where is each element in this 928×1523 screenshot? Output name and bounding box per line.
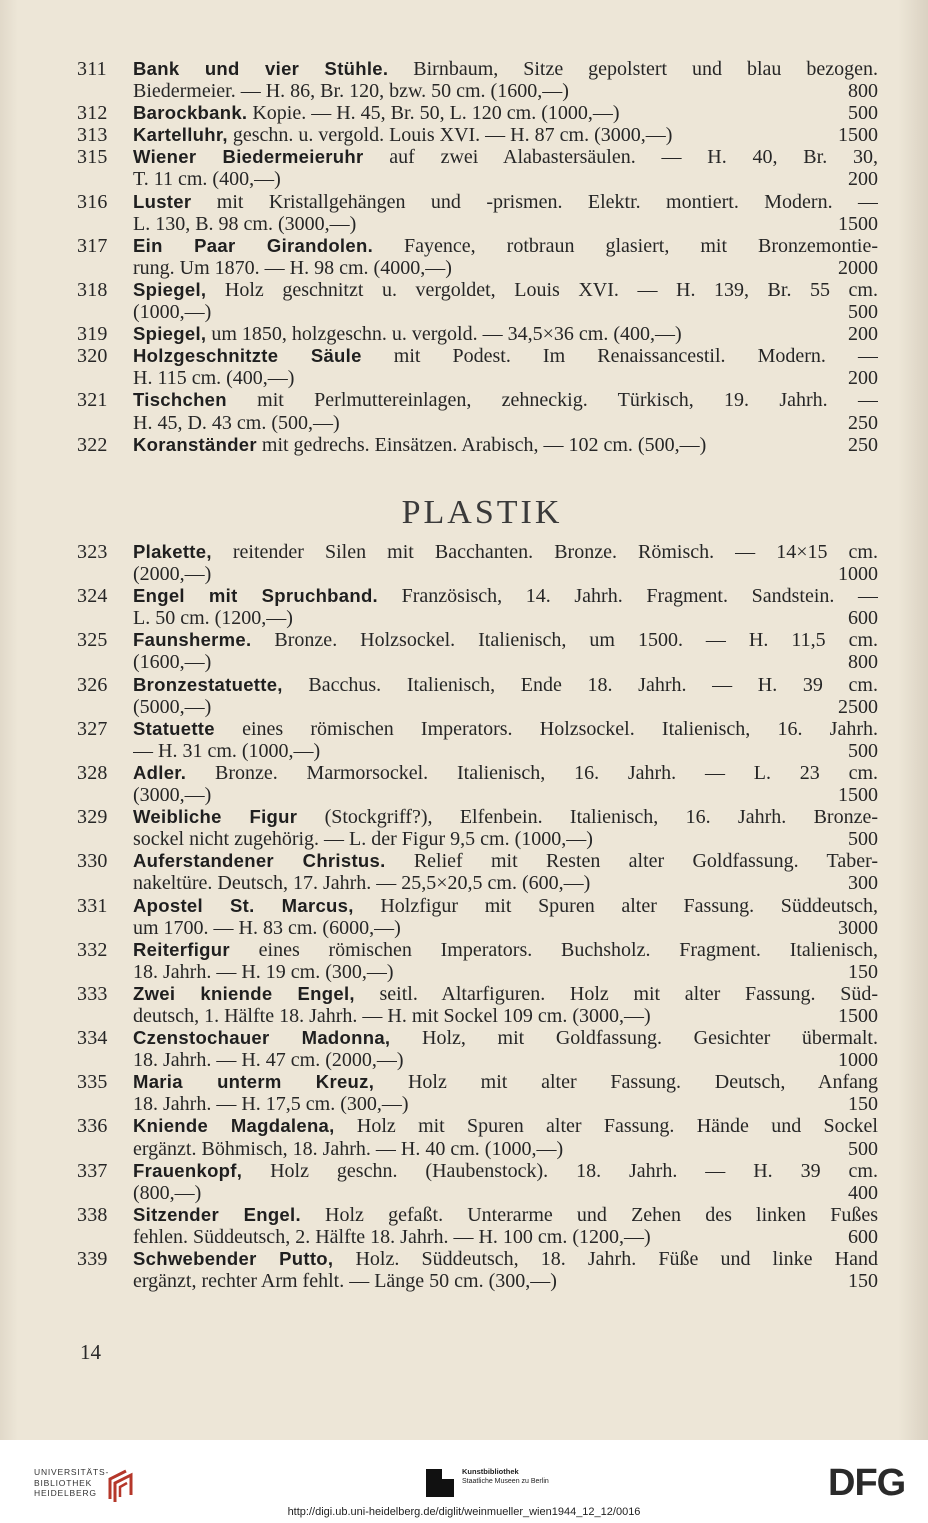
lot-number: 335 [77,1071,108,1094]
lot-number: 320 [77,345,108,368]
kunstbibliothek-title: Kunstbibliothek [462,1467,519,1476]
page-number: 14 [80,1340,101,1364]
sculpture-entries-list [0,541,928,1292]
item-description-text: rung. Um 1870. — H. 98 cm. (4000,—) [133,256,452,279]
item-description-text: deutsch, 1. Hälfte 18. Jahrh. — H. mit Sockel 109 cm. (3000,—) [133,1004,651,1027]
catalogue-entry-318 [0,279,928,323]
entry-description [133,213,788,235]
catalogue-entry-323 [0,541,928,585]
entry-description [133,323,788,345]
catalogue-entry-320 [0,345,928,389]
entry-line [0,1248,928,1270]
item-description-text: Holz mit alter Fassung. Deutsch, Anfang [374,1071,878,1094]
entry-line [0,983,928,1005]
item-description-text: Holz gefaßt. Unterarme und Zehen des linken Fußes [300,1203,878,1226]
kunstbibliothek-logo[interactable] [424,1467,549,1504]
entry-line [0,146,928,168]
lot-number: 328 [77,761,108,784]
item-description-text: Biedermeier. — H. 86, Br. 120, bzw. 50 cm. (1600,—) [133,80,569,103]
entry-line [0,1270,928,1292]
item-description-text: mit Perlmuttereinlagen, zehneckig. Türkisch, 19. Jahrh. — [226,389,878,412]
lot-number: 329 [77,806,108,829]
entry-description [133,541,878,563]
item-description-text: eines römischen Imperators. Holzsockel. Italienisch, 16. Jahrh. [214,717,878,740]
lot-number: 323 [77,541,108,563]
lot-number: 336 [77,1115,108,1138]
entry-line [0,541,928,563]
furniture-entries-list [0,58,928,456]
item-description-text: Holz geschnitzt u. vergoldet, Louis XVI. — H. 139, Br. 55 cm. [206,278,878,301]
digitization-footer [0,1440,928,1523]
lot-number: 322 [77,433,108,456]
estimate-price: 150 [848,1270,878,1293]
item-title: Luster [133,190,192,212]
item-description-text: (5000,—) [133,695,212,718]
catalogue-entry-319 [0,323,928,345]
entry-description [133,102,788,124]
entry-description [133,1270,788,1292]
catalogue-entry-312 [0,102,928,124]
lot-number: 339 [77,1248,108,1270]
item-title: Engel mit Spruchband. [133,585,378,607]
item-description-text: (1000,—) [133,301,212,324]
entry-description [133,1115,878,1137]
kunstbibliothek-mark-icon [424,1467,456,1499]
entry-line [0,279,928,301]
entry-description [133,191,878,213]
estimate-price: 150 [848,1093,878,1116]
catalogue-entry-337 [0,1160,928,1204]
kunstbibliothek-subtitle: Staatliche Museen zu Berlin [462,1478,549,1485]
item-description-text: Holz, mit Goldfassung. Gesichter übermalt. [390,1027,878,1050]
catalogue-entry-311 [0,58,928,102]
estimate-price: 500 [848,739,878,762]
item-title: Schwebender Putto, [133,1248,334,1269]
entry-line [0,872,928,894]
item-description-text: Holz geschn. (Haubenstock). 18. Jahrh. — H. 39 cm. [242,1159,878,1182]
item-description-text: ergänzt, rechter Arm fehlt. — Länge 50 cm. (300,—) [133,1270,557,1293]
estimate-price: 500 [848,828,878,851]
entry-description [133,434,788,456]
entry-description [133,961,788,983]
item-description-text: Holz. Süddeutsch, 18. Jahrh. Füße und linke Hand [333,1248,878,1270]
estimate-price: 500 [848,102,878,125]
item-title: Ein Paar Girandolen. [133,234,374,256]
item-description-text: Holz mit Spuren alter Fassung. Hände und Sockel [334,1115,878,1138]
lot-number: 317 [77,234,108,257]
entry-line [0,762,928,784]
entry-line [0,696,928,718]
entry-line [0,674,928,696]
entry-line [0,213,928,235]
entry-line [0,323,928,345]
entry-description [133,1160,878,1182]
entry-description [133,762,878,784]
item-description-text: Holzfigur mit Spuren alter Fassung. Süddeutsch, [353,894,878,917]
lot-number: 334 [77,1027,108,1050]
item-description-text: nakeltüre. Deutsch, 17. Jahrh. — 25,5×20,5 cm. (600,—) [133,872,591,895]
item-title: Auferstandener Christus. [133,850,386,872]
catalogue-entry-317 [0,235,928,279]
catalogue-entry-339 [0,1248,928,1292]
entry-description [133,412,788,434]
estimate-price: 600 [848,607,878,630]
entry-line [0,434,928,456]
estimate-price: 300 [848,872,878,895]
estimate-price: 250 [848,433,878,456]
lot-number: 338 [77,1203,108,1226]
item-title: Faunsherme. [133,629,252,651]
entry-line [0,412,928,434]
catalogue-entry-334 [0,1027,928,1071]
item-title: Kniende Magdalena, [133,1115,335,1137]
item-description-text: um 1700. — H. 83 cm. (6000,—) [133,916,401,939]
catalogue-entry-333 [0,983,928,1027]
entry-description [133,345,878,367]
item-description-text: (3000,—) [133,784,212,807]
lot-number: 316 [77,190,108,213]
item-description-text: geschn. u. vergold. Louis XVI. — H. 87 cm. (3000,—) [227,124,673,147]
item-description-text: Bronze. Marmorsockel. Italienisch, 16. Jahrh. — L. 23 cm. [186,761,878,784]
entry-description [133,279,878,301]
estimate-price: 1500 [838,124,878,147]
entry-line [0,389,928,411]
entry-description [133,939,878,961]
item-title: Bank und vier Stühle. [133,58,389,79]
entry-description [133,585,878,607]
estimate-price: 2500 [838,695,878,718]
item-description-text: Bacchus. Italienisch, Ende 18. Jahrh. — H. 39 cm. [282,673,878,696]
item-description-text: H. 45, D. 43 cm. (500,—) [133,411,340,434]
item-title: Koranständer [133,433,257,455]
catalogue-entry-324 [0,585,928,629]
source-url-link[interactable]: http://digi.ub.uni-heidelberg.de/diglit/weinmueller_wien1944_12_12/0016 [287,1506,641,1518]
entry-line [0,1049,928,1071]
lot-number: 325 [77,629,108,652]
estimate-price: 150 [848,960,878,983]
item-title: Apostel St. Marcus, [133,894,354,916]
estimate-price: 1000 [838,563,878,586]
item-title: Frauenkopf, [133,1159,243,1181]
catalogue-entry-326 [0,674,928,718]
item-description-text: mit gedrechs. Einsätzen. Arabisch, — 102 cm. (500,—) [256,433,707,456]
entry-description [133,828,788,850]
lot-number: 330 [77,850,108,873]
entry-description [133,806,878,828]
item-title: Plakette, [133,541,212,562]
catalogue-entry-329 [0,806,928,850]
item-description-text: um 1850, holzgeschn. u. vergold. — 34,5×36 cm. (400,—) [206,323,682,346]
estimate-price: 200 [848,323,878,346]
item-description-text: L. 50 cm. (1200,—) [133,607,293,630]
entry-description [133,674,878,696]
entry-description [133,872,788,894]
lot-number: 312 [77,102,108,125]
catalogue-entry-327 [0,718,928,762]
item-title: Czenstochauer Madonna, [133,1027,391,1049]
estimate-price: 800 [848,651,878,674]
entry-description [133,850,878,872]
entry-line [0,1071,928,1093]
entry-line [0,1093,928,1115]
item-title: Spiegel, [133,278,207,300]
item-description-text: L. 130, B. 98 cm. (3000,—) [133,212,357,235]
entry-line [0,345,928,367]
entry-description [133,696,788,718]
entry-description [133,1093,788,1115]
entry-line [0,718,928,740]
entry-description [133,257,788,279]
item-title: Reiterfigur [133,938,230,960]
item-description-text: 18. Jahrh. — H. 17,5 cm. (300,—) [133,1093,409,1116]
item-description-text: (800,—) [133,1181,202,1204]
item-title: Wiener Biedermeieruhr [133,146,364,168]
catalogue-entry-331 [0,895,928,939]
catalogue-entry-332 [0,939,928,983]
catalogue-entry-336 [0,1115,928,1159]
entry-line [0,58,928,80]
estimate-price: 1500 [838,1004,878,1027]
item-description-text: Kopie. — H. 45, Br. 50, L. 120 cm. (1000,—) [247,102,620,125]
entry-description [133,301,788,323]
entry-description [133,146,878,168]
item-title: Zwei kniende Engel, [133,982,355,1004]
entry-description [133,1049,788,1071]
item-description-text: Relief mit Resten alter Goldfassung. Taber- [385,850,878,873]
entry-line [0,1160,928,1182]
item-description-text: T. 11 cm. (400,—) [133,168,281,191]
entry-description [133,651,788,673]
item-title: Maria unterm Kreuz, [133,1071,375,1093]
entry-description [133,1138,788,1160]
entry-line [0,585,928,607]
lot-number: 332 [77,938,108,961]
item-title: Holzgeschnitzte Säule [133,345,362,367]
lot-number: 337 [77,1159,108,1182]
lot-number: 319 [77,323,108,346]
entry-line [0,102,928,124]
university-library-logo-text: UNIVERSITÄTS- BIBLIOTHEK HEIDELBERG [34,1467,110,1498]
entry-description [133,1182,788,1204]
entry-line [0,563,928,585]
item-description-text: Birnbaum, Sitze gepolstert und blau bezogen. [388,58,878,80]
item-description-text: (1600,—) [133,651,212,674]
entry-line [0,895,928,917]
catalogue-entry-315 [0,146,928,190]
item-title: Sitzender Engel. [133,1203,301,1225]
entry-line [0,629,928,651]
estimate-price: 1500 [838,784,878,807]
entry-line [0,740,928,762]
entry-description [133,58,878,80]
entry-description [133,235,878,257]
item-description-text: reitender Silen mit Bacchanten. Bronze. Römisch. — 14×15 cm. [211,541,878,563]
entry-description [133,983,878,1005]
estimate-price: 500 [848,301,878,324]
entry-description [133,895,878,917]
entry-description [133,1226,788,1248]
entry-description [133,389,878,411]
entry-line [0,1115,928,1137]
item-title: Tischchen [133,389,227,411]
item-title: Adler. [133,761,187,783]
item-description-text: sockel nicht zugehörig. — L. der Figur 9,5 cm. (1000,—) [133,828,593,851]
entry-line [0,828,928,850]
estimate-price: 200 [848,367,878,390]
entry-description [133,917,788,939]
item-description-text: (Stockgriff?), Elfenbein. Italienisch, 16. Jahrh. Bronze- [297,806,878,829]
item-title: Weibliche Figur [133,806,298,828]
entry-line [0,301,928,323]
entry-description [133,80,788,102]
entry-description [133,1204,878,1226]
entry-line [0,1182,928,1204]
catalogue-entry-338 [0,1204,928,1248]
estimate-price: 200 [848,168,878,191]
estimate-price: 2000 [838,256,878,279]
catalogue-entry-330 [0,850,928,894]
lot-number: 327 [77,717,108,740]
entry-line [0,1226,928,1248]
entry-line [0,191,928,213]
item-description-text: fehlen. Süddeutsch, 2. Hälfte 18. Jahrh. — H. 100 cm. (1200,—) [133,1225,651,1248]
entry-description [133,124,788,146]
item-description-text: — H. 31 cm. (1000,—) [133,739,321,762]
lot-number: 333 [77,982,108,1005]
entry-description [133,168,788,190]
entry-line [0,168,928,190]
estimate-price: 400 [848,1181,878,1204]
lot-number: 321 [77,389,108,412]
item-description-text: mit Kristallgehängen und -prismen. Elektr. montiert. Modern. — [191,190,878,213]
kunstbibliothek-logo-text [462,1467,549,1486]
dfg-logo[interactable]: DFG [828,1462,906,1504]
item-description-text: auf zwei Alabastersäulen. — H. 40, Br. 30, [363,146,878,169]
estimate-price: 1000 [838,1049,878,1072]
estimate-price: 600 [848,1225,878,1248]
entry-line [0,1027,928,1049]
catalogue-entry-316 [0,191,928,235]
item-description-text: mit Podest. Im Renaissancestil. Modern. — [361,345,878,368]
entry-line [0,939,928,961]
item-description-text: 18. Jahrh. — H. 47 cm. (2000,—) [133,1049,404,1072]
item-title: Statuette [133,717,215,739]
item-title: Kartelluhr, [133,124,228,146]
item-description-text: H. 115 cm. (400,—) [133,367,295,390]
item-description-text: eines römischen Imperators. Buchsholz. Fragment. Italienisch, [229,938,878,961]
entry-description [133,718,878,740]
item-description-text: Fayence, rotbraun glasiert, mit Bronzemontie- [373,234,878,257]
entry-line [0,80,928,102]
entry-description [133,784,788,806]
item-description-text: seitl. Altarfiguren. Holz mit alter Fassung. Süd- [354,982,878,1005]
catalogue-entry-313 [0,124,928,146]
entry-line [0,850,928,872]
entry-line [0,1005,928,1027]
entry-description [133,1248,878,1270]
estimate-price: 250 [848,411,878,434]
estimate-price: 1500 [838,212,878,235]
item-title: Bronzestatuette, [133,673,283,695]
lot-number: 326 [77,673,108,696]
lot-number: 311 [77,58,107,80]
entry-description [133,367,788,389]
catalogue-entry-321 [0,389,928,433]
lot-number: 324 [77,585,108,608]
entry-line [0,235,928,257]
estimate-price: 3000 [838,916,878,939]
item-description-text: Bronze. Holzsockel. Italienisch, um 1500. — H. 11,5 cm. [251,629,878,652]
entry-description [133,1071,878,1093]
catalogue-entry-328 [0,762,928,806]
lot-number: 331 [77,894,108,917]
entry-description [133,1027,878,1049]
item-description-text: Französisch, 14. Jahrh. Fragment. Sandstein. — [378,585,878,608]
entry-description [133,563,788,585]
item-title: Spiegel, [133,323,207,345]
item-description-text: 18. Jahrh. — H. 19 cm. (300,—) [133,960,394,983]
item-title: Barockbank. [133,102,248,124]
entry-line [0,1204,928,1226]
item-description-text: (2000,—) [133,563,212,586]
lot-number: 313 [77,124,108,147]
section-heading-plastik: PLASTIK [401,494,563,531]
catalogue-entry-322 [0,434,928,456]
catalogue-entry-325 [0,629,928,673]
lot-number: 315 [77,146,108,169]
entry-line [0,367,928,389]
item-description-text: ergänzt. Böhmisch, 18. Jahrh. — H. 40 cm. (1000,—) [133,1137,564,1160]
entry-description [133,607,788,629]
catalogue-entry-335 [0,1071,928,1115]
estimate-price: 500 [848,1137,878,1160]
entry-line [0,607,928,629]
estimate-price: 800 [848,80,878,103]
university-seal-icon [106,1469,136,1505]
entry-line [0,124,928,146]
university-library-logo[interactable] [34,1467,154,1507]
entry-description [133,1005,788,1027]
entry-line [0,651,928,673]
entry-line [0,784,928,806]
entry-line [0,1138,928,1160]
entry-description [133,740,788,762]
lot-number: 318 [77,278,108,301]
entry-line [0,961,928,983]
entry-line [0,257,928,279]
entry-line [0,806,928,828]
entry-description [133,629,878,651]
entry-line [0,917,928,939]
